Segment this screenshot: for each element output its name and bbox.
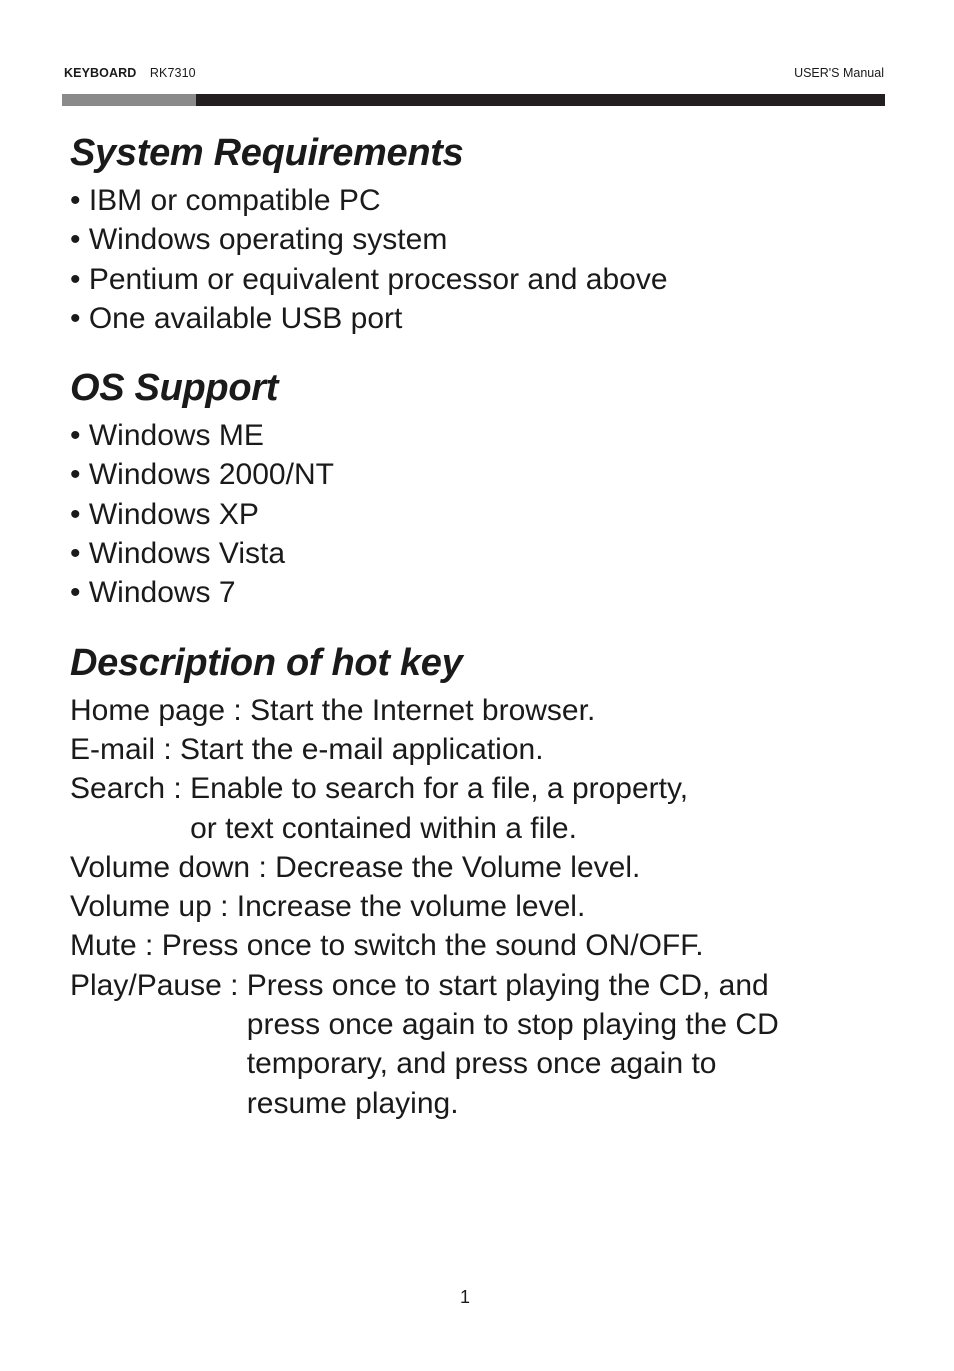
os-support-title: OS Support bbox=[70, 367, 279, 410]
hot-key-volume-up bbox=[70, 887, 900, 926]
hot-key-term: Volume up : bbox=[70, 890, 237, 924]
hot-key-description bbox=[275, 848, 640, 887]
hot-key-description-line: Decrease the Volume level. bbox=[275, 850, 641, 884]
hot-key-home-page bbox=[70, 691, 900, 730]
hot-key-description bbox=[190, 769, 688, 848]
page-number: 1 bbox=[459, 1287, 470, 1307]
section-os-support bbox=[70, 360, 900, 612]
os-support-list bbox=[70, 416, 900, 612]
header-rule-black bbox=[196, 94, 885, 106]
hot-key-description bbox=[250, 691, 595, 730]
header-rule-grey bbox=[62, 94, 196, 106]
header-model: RK7310 bbox=[149, 66, 196, 80]
hot-key-description-line: Press once to start playing the CD, and bbox=[246, 968, 769, 1002]
list-item: • IBM or compatible PC bbox=[70, 184, 381, 217]
hot-key-term: Volume down : bbox=[70, 850, 276, 884]
hot-key-description bbox=[237, 887, 586, 926]
section-hot-keys bbox=[70, 635, 900, 1123]
hot-key-description-line: Increase the volume level. bbox=[236, 890, 586, 924]
hot-key-description bbox=[162, 926, 704, 965]
list-item: • One available USB port bbox=[70, 301, 403, 335]
hot-key-volume-down bbox=[70, 848, 900, 887]
hot-key-description-line: Start the e-mail application. bbox=[180, 732, 544, 766]
header-manual: USER'S Manual bbox=[794, 66, 884, 80]
hot-key-term: Mute : bbox=[70, 929, 162, 963]
hot-key-description-line: Press once to switch the sound ON/OFF. bbox=[161, 929, 704, 963]
hot-key-description-line: press once again to stop playing the CD bbox=[246, 1008, 779, 1042]
list-item: • Windows 7 bbox=[70, 576, 236, 610]
hot-key-mute bbox=[70, 926, 900, 965]
hot-key-term: Home page : bbox=[70, 693, 251, 727]
hot-key-description bbox=[247, 966, 779, 1123]
hot-key-term: Play/Pause : bbox=[70, 968, 247, 1002]
list-item: • Windows XP bbox=[70, 497, 259, 531]
header-rule bbox=[62, 94, 885, 106]
list-item: • Windows Vista bbox=[70, 537, 286, 571]
header-brand: KEYBOARD bbox=[64, 66, 137, 80]
hot-key-term: Search : bbox=[70, 772, 191, 806]
hot-key-description-line: resume playing. bbox=[246, 1086, 459, 1120]
hot-key-description-line: temporary, and press once again to bbox=[246, 1047, 717, 1081]
hot-key-description-line: Start the Internet browser. bbox=[250, 693, 596, 727]
hot-keys-title: Description of hot key bbox=[70, 641, 463, 684]
hot-key-description bbox=[180, 730, 544, 769]
hot-key-term: E-mail : bbox=[70, 732, 181, 766]
system-requirements-list bbox=[70, 181, 900, 338]
list-item: • Windows operating system bbox=[70, 223, 448, 257]
list-item: • Windows ME bbox=[70, 419, 264, 453]
header-product bbox=[64, 66, 196, 80]
hot-keys-list bbox=[70, 691, 900, 1123]
hot-key-email bbox=[70, 730, 900, 769]
section-system-requirements bbox=[70, 125, 900, 338]
page-content bbox=[70, 125, 900, 1145]
list-item: • Pentium or equivalent processor and above bbox=[70, 262, 668, 296]
hot-key-search bbox=[70, 769, 900, 848]
hot-key-description-line: or text contained within a file. bbox=[190, 811, 577, 845]
hot-key-description-line: Enable to search for a file, a property, bbox=[190, 772, 689, 806]
hot-key-play-pause bbox=[70, 966, 900, 1123]
list-item: • Windows 2000/NT bbox=[70, 458, 334, 492]
system-requirements-title: System Requirements bbox=[70, 132, 464, 174]
